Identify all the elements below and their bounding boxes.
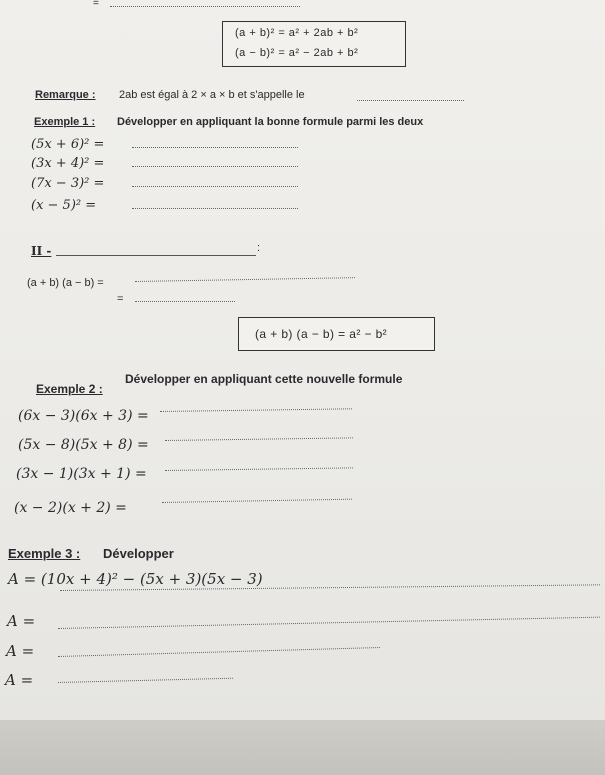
remark-answer-line (357, 100, 464, 101)
exemple3-answer-line-3 (58, 647, 380, 657)
exemple3-label: Exemple 3 : (8, 546, 81, 561)
exemple2-item-2: (5x − 8)(5x + 8) = (18, 437, 149, 453)
exemple1-item-3: (7x − 3)² = (31, 176, 105, 191)
exemple2-answer-line-3 (165, 467, 353, 471)
exemple3-line-3: A = (6, 642, 35, 660)
exemple2-instruction: Développer en appliquant cette nouvelle formule (125, 372, 403, 386)
exemple2-item-4: (x − 2)(x + 2) = (14, 500, 127, 516)
exemple2-answer-line-1 (160, 408, 352, 412)
exemple2-label: Exemple 2 : (36, 382, 103, 396)
exemple3-instruction: Développer (103, 546, 174, 561)
section2-answer-line-1 (135, 277, 355, 282)
exemple3-line-4: A = (5, 671, 34, 689)
section2-answer-line-2 (135, 301, 235, 302)
exemple1-item-2: (3x + 4)² = (31, 156, 105, 171)
exemple1-answer-line-1 (132, 147, 298, 148)
exemple1-answer-line-2 (132, 166, 298, 167)
section2-product-line: (a + b) (a − b) = (27, 277, 104, 289)
exemple1-item-1: (5x + 6)² = (31, 137, 105, 152)
top-mark: = (93, 0, 99, 9)
exemple1-answer-line-3 (132, 186, 298, 187)
exemple3-line-1: A = (10x + 4)² − (5x + 3)(5x − 3) (8, 570, 263, 588)
section2-equals: = (117, 293, 124, 305)
exemple2-item-3: (3x − 1)(3x + 1) = (16, 466, 147, 482)
section2-label: II - (31, 244, 52, 258)
exemple2-answer-line-2 (165, 437, 353, 441)
exemple1-item-4: (x − 5)² = (31, 198, 97, 213)
identity-square-difference: (a − b)² = a² − 2ab + b² (235, 47, 359, 59)
exemple3-answer-line-2 (58, 617, 600, 629)
exemple2-item-1: (6x − 3)(6x + 3) = (18, 408, 149, 424)
exemple3-answer-line-4 (58, 678, 233, 683)
top-dotted-line (110, 6, 300, 7)
remark-label: Remarque : (35, 89, 96, 101)
exemple1-answer-line-4 (132, 208, 298, 209)
exemple1-label: Exemple 1 : (34, 116, 96, 128)
section2-title-line (56, 255, 256, 256)
exemple2-answer-line-4 (162, 499, 352, 503)
remark-text: 2ab est égal à 2 × a × b et s'appelle le (119, 89, 305, 101)
boxed-formula: (a + b) (a − b) = a² − b² (255, 327, 388, 341)
identity-square-sum: (a + b)² = a² + 2ab + b² (235, 27, 359, 39)
section2-colon: : (257, 242, 261, 254)
exemple3-line-2: A = (7, 612, 36, 630)
background-surface (0, 720, 605, 775)
exemple1-instruction: Développer en appliquant la bonne formule parmi les deux (117, 116, 424, 128)
